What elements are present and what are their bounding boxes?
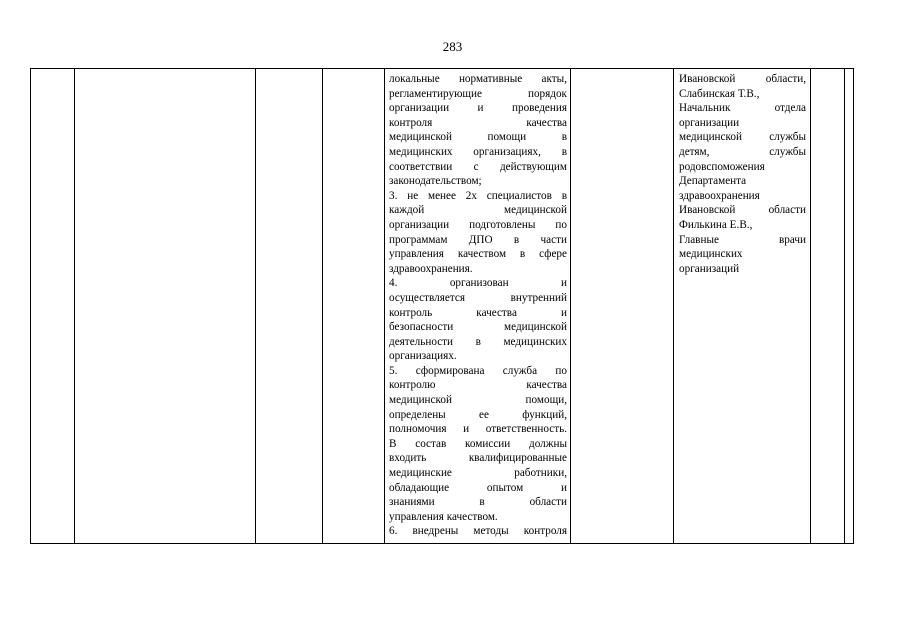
text-line: медицинской помощи в [389,131,567,144]
column-divider [844,69,845,543]
text-line: осуществляется внутренний [389,291,567,304]
text-line: контроля качества [389,116,567,129]
text-line: медицинские работники, [389,467,567,480]
text-line: медицинских организациях, в [389,145,567,158]
text-line: обладающие опытом и [389,481,567,494]
text-line: знаниями в области [389,496,567,509]
text-line: управления качеством. [389,510,498,523]
text-line: программам ДПО в части [389,233,567,246]
text-line: безопасности медицинской [389,321,567,334]
text-line: организации и проведения [389,102,567,115]
page-number: 283 [442,39,463,54]
column-divider [384,69,385,543]
text-line: законодательством; [389,175,482,188]
text-line: медицинской службы [679,131,806,144]
text-line: здравоохранения [679,189,760,202]
text-line: регламентирующие порядок [389,87,567,100]
text-line: Ивановской области [679,204,806,217]
text-line: организации [679,116,740,129]
column-divider [74,69,75,543]
text-line: медицинских [679,248,743,261]
text-line: входить квалифицированные [389,452,567,465]
text-line: Филькина Е.В., [679,218,753,231]
text-line: 5. сформирована служба по [389,364,567,377]
text-line: организации подготовлены по [389,218,567,231]
column-divider [570,69,571,543]
text-line: полномочия и ответственность. [389,423,567,436]
text-line: В состав комиссии должны [389,437,567,450]
column-divider [322,69,323,543]
column-divider [810,69,811,543]
text-line: здравоохранения. [389,262,473,275]
text-line: Департамента [679,175,747,188]
text-line: родовспоможения [679,160,765,173]
document-table [30,68,854,544]
responsible-persons-cell [679,72,806,276]
text-line: каждой медицинской [389,204,567,217]
text-line: детям, службы [679,145,806,158]
text-line: 3. не менее 2х специалистов в [389,189,567,202]
column-divider [255,69,256,543]
column-divider [673,69,674,543]
text-line: организаций [679,262,740,275]
text-line: организациях. [389,350,457,363]
text-line: контролю качества [389,379,567,392]
text-line: 4. организован и [389,277,567,290]
measures-cell [389,72,567,539]
text-line: деятельности в медицинских [389,335,567,348]
text-line: 6. внедрены методы контроля [389,525,567,538]
text-line: контроль качества и [389,306,567,319]
text-line: медицинской помощи, [389,394,567,407]
text-line: управления качеством в сфере [389,248,567,261]
text-line: Ивановской области, [679,73,806,85]
text-line: Начальник отдела [679,102,806,115]
text-line: Слабинская Т.В., [679,87,760,100]
text-line: локальные нормативные акты, [389,73,567,85]
text-line: Главные врачи [679,233,806,246]
text-line: соответствии с действующим [389,160,567,173]
text-line: определены ее функций, [389,408,567,421]
